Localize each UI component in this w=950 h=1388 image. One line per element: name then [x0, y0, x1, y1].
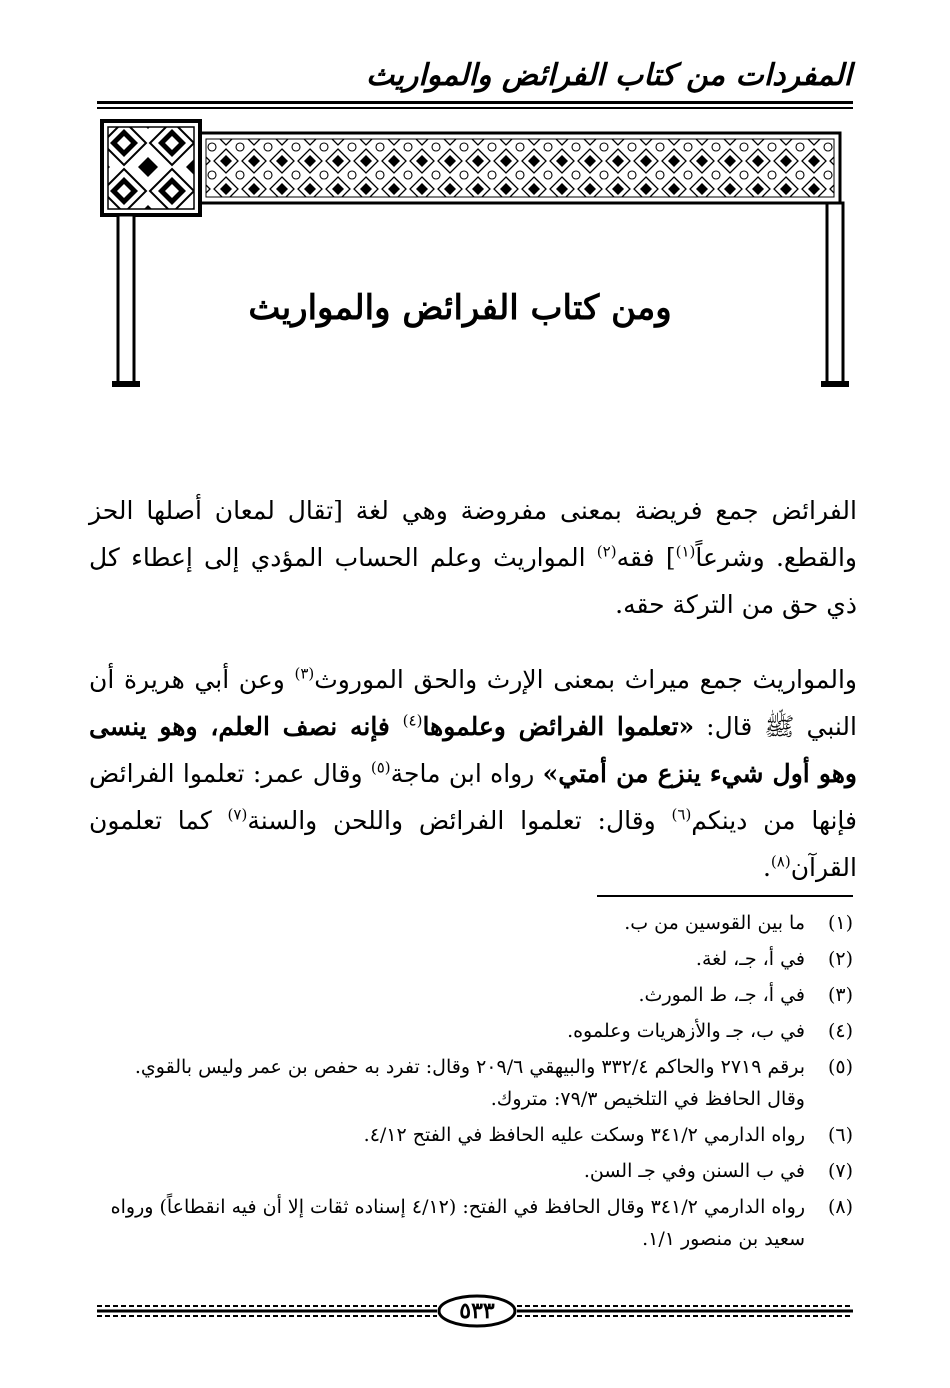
footnote-text: برقم ٢٧١٩ والحاكم ٣٣٢/٤ والبيهقي ٢٠٩/٦ وقال: تفرد به حفص بن عمر وليس بالقوي. وقال الحافظ في التلخيص ٧٩/٣: متروك. [134, 1056, 805, 1110]
p2-text-2: وعن أبي هريرة أن النبي ﷺ قال: [89, 665, 857, 741]
chapter-title: ومن كتاب الفرائض والمواريث [248, 288, 672, 328]
footnote-number: (٧) [827, 1160, 853, 1182]
footnote-item [97, 979, 853, 1011]
footnote-ref-8[interactable]: (٨) [770, 852, 791, 871]
footnote-number: (٦) [827, 1124, 853, 1146]
footnote-number: (٥) [827, 1056, 853, 1078]
footnote-number: (٤) [827, 1020, 853, 1042]
hadith-quote-part-2: فإنه نصف العلم، وهو ينسى وهو أول شيء ينزع من أمتي» [89, 712, 857, 788]
header-rule-top [97, 101, 853, 104]
footnote-number: (٨) [827, 1196, 853, 1218]
footnotes-list [97, 907, 853, 1259]
footnote-text: ما بين القوسين من ب. [624, 912, 805, 934]
footnote-item [97, 907, 853, 939]
footnote-item [97, 1155, 853, 1187]
p2-text-4: وقال عمر: تعلموا الفرائض فإنها من دينكم [89, 759, 858, 835]
footnote-item [97, 1051, 853, 1115]
footnote-item [97, 1015, 853, 1047]
p1-text-3: المواريث وعلم الحساب المؤدي إلى إعطاء كل ذي حق من التركة حقه. [89, 543, 857, 619]
footnote-ref-2[interactable]: (٢) [596, 542, 617, 561]
page-number: ٥٣٣ [459, 1298, 495, 1324]
p2-text-1: والمواريث جمع ميراث بمعنى الإرث والحق الموروث [314, 665, 857, 694]
footnote-item [97, 1119, 853, 1151]
footnote-item [97, 943, 853, 975]
footnote-text: في أ، جـ، لغة. [695, 948, 805, 970]
running-title: المفردات من كتاب الفرائض والمواريث [366, 58, 852, 93]
page-footer [97, 1294, 853, 1328]
footnote-text: رواه الدارمي ٣٤١/٢ وقال الحافظ في الفتح: (٤/١٢ إسناده ثقات إلا أن فيه انقطاعاً) ورواه سعيد بن منصور ١/١. [110, 1196, 805, 1250]
p2-text-5: وقال: تعلموا الفرائض واللحن والسنة [247, 806, 672, 835]
footnote-ref-5[interactable]: (٥) [370, 758, 391, 777]
hadith-quote-part-1: «تعلموا الفرائض وعلموها [422, 712, 695, 741]
footnote-text: رواه الدارمي ٣٤١/٢ وسكت عليه الحافظ في الفتح ٤/١٢. [363, 1124, 805, 1146]
paragraph-definition-mawarith [89, 656, 857, 891]
footnote-ref-3[interactable]: (٣) [294, 664, 315, 683]
footnote-ref-1[interactable]: (١) [675, 542, 696, 561]
footnote-item [97, 1191, 853, 1255]
footnote-number: (٣) [827, 984, 853, 1006]
footnote-text: في ب السنن وفي جـ السن. [583, 1160, 805, 1182]
chapter-banner-ornament [100, 119, 852, 391]
p2-text-3: رواه ابن ماجة [390, 759, 543, 788]
footnote-number: (٢) [827, 948, 853, 970]
p2-text-7: . [762, 853, 771, 882]
footnote-ref-4[interactable]: (٤) [402, 711, 423, 730]
footnote-separator [597, 895, 853, 897]
footnote-number: (١) [827, 912, 853, 934]
footnote-text: في أ، جـ، ط المورث. [638, 984, 805, 1006]
footnote-ref-7[interactable]: (٧) [227, 805, 248, 824]
p1-text-1: الفرائض جمع فريضة بمعنى مفروضة وهي لغة [تقال لمعان أصلها الحز والقطع. وشرعاً [89, 496, 857, 572]
paragraph-definition-faraid [89, 487, 857, 628]
p2-text-6: كما تعلمون القرآن [89, 806, 857, 882]
p1-text-2: ] فقه [616, 543, 676, 572]
footnote-text: في ب، جـ والأزهريات وعلموه. [567, 1020, 805, 1042]
footnote-ref-6[interactable]: (٦) [671, 805, 692, 824]
header-rule-bottom [97, 107, 853, 109]
